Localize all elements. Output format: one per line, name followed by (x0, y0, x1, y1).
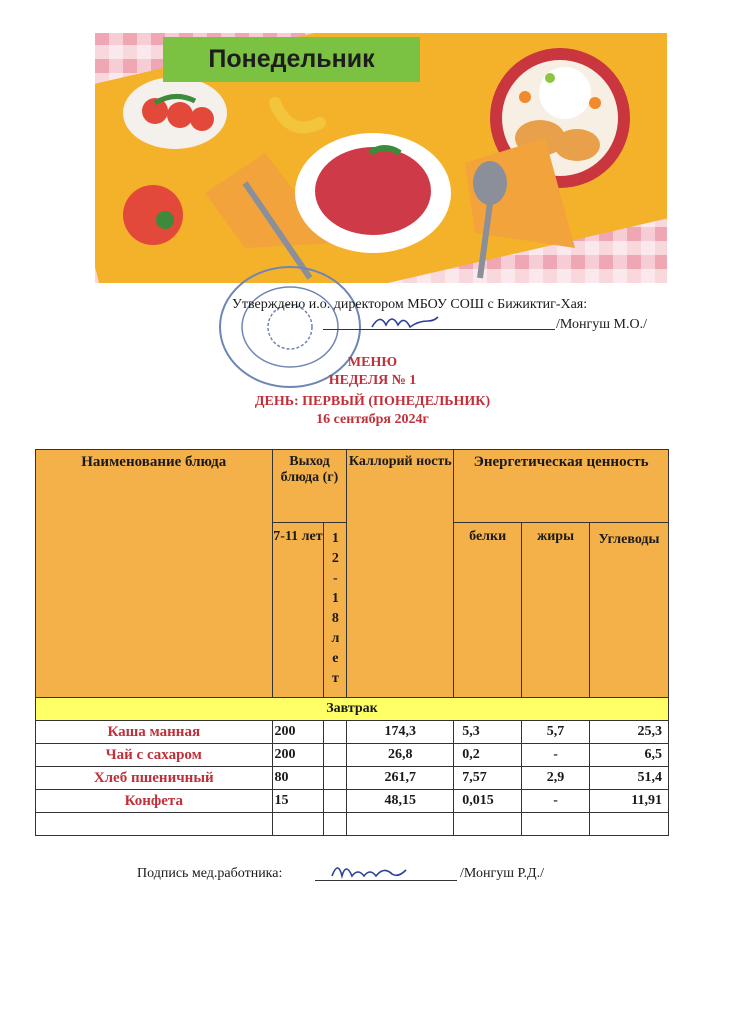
header-energy: Энергетическая ценность (454, 450, 669, 523)
table-row (36, 767, 669, 790)
day-title: ДЕНЬ: ПЕРВЫЙ (ПОНЕДЕЛЬНИК) (254, 394, 491, 409)
section-row (36, 698, 669, 721)
output-7-11 (272, 813, 324, 836)
header-age-7-11: 7-11 лет (272, 523, 324, 698)
section-breakfast: Завтрак (36, 698, 669, 721)
carbs: 6,5 (590, 744, 669, 767)
table-row (36, 790, 669, 813)
fat: - (522, 744, 590, 767)
protein: 7,57 (454, 767, 522, 790)
director-name: /Монгуш М.О./ (556, 317, 647, 332)
banner-day-title: Понедельник (208, 45, 375, 73)
fat: 2,9 (522, 767, 590, 790)
protein: 5,3 (454, 721, 522, 744)
header-age-12-18: 12-18 лет (324, 523, 347, 698)
medical-signature-label: Подпись мед.работника: (137, 866, 283, 881)
fat (522, 813, 590, 836)
output-7-11: 200 (272, 744, 324, 767)
medical-worker-name: /Монгуш Р.Д./ (460, 866, 544, 881)
table-row (36, 721, 669, 744)
menu-title: МЕНЮ (347, 355, 398, 370)
table-header-row (36, 450, 669, 523)
dish-name: Каша манная (36, 721, 273, 744)
dish-name: Хлеб пшеничный (36, 767, 273, 790)
medical-signature (330, 860, 410, 882)
carbs: 11,91 (590, 790, 669, 813)
dish-name: Чай с сахаром (36, 744, 273, 767)
fat: - (522, 790, 590, 813)
output-12-18 (324, 721, 347, 744)
output-7-11: 200 (272, 721, 324, 744)
calories: 48,15 (347, 790, 454, 813)
fat: 5,7 (522, 721, 590, 744)
protein: 0,015 (454, 790, 522, 813)
dish-name (36, 813, 273, 836)
carbs: 51,4 (590, 767, 669, 790)
carbs (590, 813, 669, 836)
menu-table (35, 449, 669, 836)
calories (347, 813, 454, 836)
output-12-18 (324, 790, 347, 813)
output-7-11: 15 (272, 790, 324, 813)
calories: 26,8 (347, 744, 454, 767)
calories: 261,7 (347, 767, 454, 790)
output-12-18 (324, 767, 347, 790)
header-output: Выход блюда (г) (272, 450, 347, 523)
table-row (36, 744, 669, 767)
approval-line: Утверждено и.о. директором МБОУ СОШ с Бижиктиг-Хая: (232, 297, 588, 312)
carbs: 25,3 (590, 721, 669, 744)
protein: 0,2 (454, 744, 522, 767)
dish-name: Конфета (36, 790, 273, 813)
director-signature (370, 312, 440, 332)
header-protein: белки (454, 523, 522, 698)
protein (454, 813, 522, 836)
header-carbs: Углеводы (590, 523, 669, 698)
table-row-empty (36, 813, 669, 836)
header-calories: Каллорий ность (347, 450, 454, 698)
header-fat: жиры (522, 523, 590, 698)
header-dish-name: Наименование блюда (36, 450, 273, 698)
output-12-18 (324, 744, 347, 767)
date-title: 16 сентября 2024г (316, 412, 429, 427)
output-12-18 (324, 813, 347, 836)
calories: 174,3 (347, 721, 454, 744)
output-7-11: 80 (272, 767, 324, 790)
week-title: НЕДЕЛЯ № 1 (328, 373, 417, 388)
